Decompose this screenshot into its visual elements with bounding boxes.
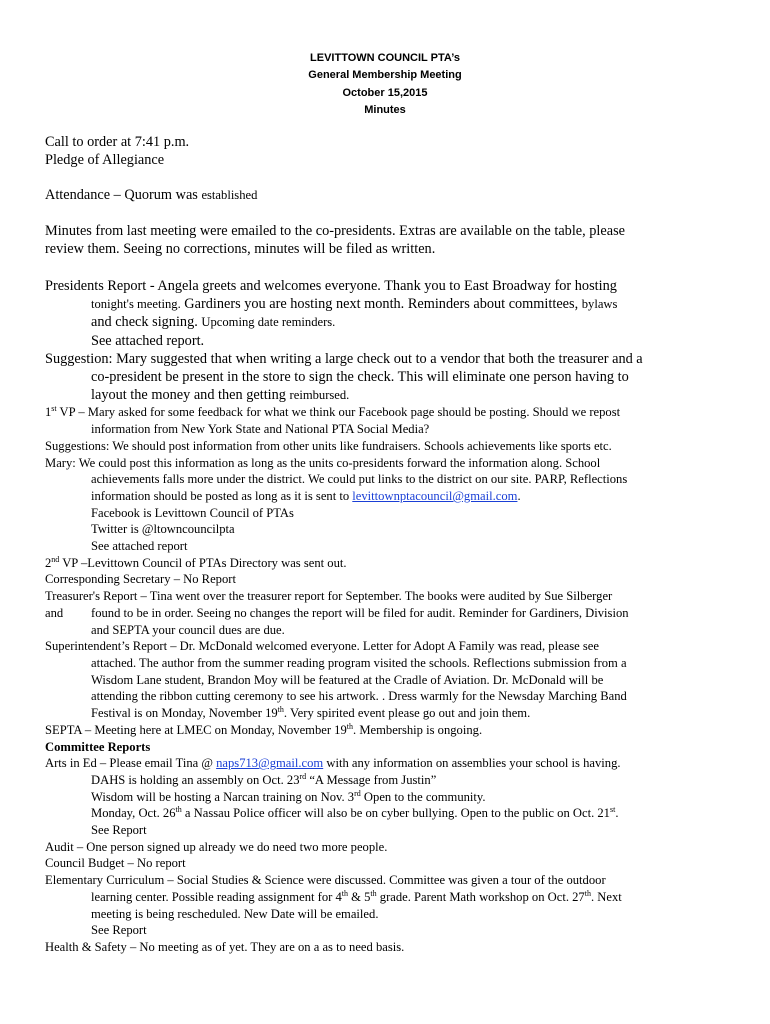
tina-email-link[interactable]: naps713@gmail.com: [216, 756, 324, 771]
suggestion-line-1: Suggestion: Mary suggested that when writing a large check out to a vendor that both the treasurer and a: [45, 350, 643, 367]
dahs-line: DAHS is holding an assembly on Oct. 23rd “A Message from Justin”: [91, 771, 437, 787]
suggestion-line-3: layout the money and then getting reimbursed.: [91, 387, 350, 404]
attendance: Attendance – Quorum was established: [45, 187, 258, 204]
superintendent-line-3: Wisdom Lane student, Brandon Moy will be featured at the Cradle of Aviation. Dr. McDonald will be: [91, 672, 604, 687]
first-vp-line-1: 1st VP – Mary asked for some feedback for what we think our Facebook page should be posting. Should we repost: [45, 404, 621, 420]
elementary-curriculum-line-3: meeting is being rescheduled. New Date will be emailed.: [91, 906, 379, 921]
mary-line-3: information should be posted as long as it is sent to levittownptacouncil@gmail.com.: [91, 488, 521, 503]
call-to-order: Call to order at 7:41 p.m.: [45, 134, 190, 150]
superintendent-line-4: attending the ribbon cutting ceremony to see his artwork. . Dress warmly for the Newsday Marching Band: [91, 689, 627, 704]
organization-title: LEVITTOWN COUNCIL PTA’s: [310, 52, 460, 64]
wisdom-line: Wisdom will be hosting a Narcan training on Nov. 3rd Open to the community.: [91, 788, 486, 804]
treasurer-line-1: Treasurer's Report – Tina went over the treasurer report for September. The books were audited by Sue Silberger: [45, 589, 613, 604]
mary-line-2: achievements falls more under the district. We could put links to the district on our site. PARP, Reflections: [91, 472, 628, 487]
presidents-report-line-1: Presidents Report - Angela greets and welcomes everyone. Thank you to East Broadway for hosting: [45, 278, 617, 295]
committee-reports-heading: Committee Reports: [45, 739, 151, 754]
presidents-report-line-3: and check signing. Upcoming date reminders.: [91, 314, 336, 331]
mary-facebook: Facebook is Levittown Council of PTAs: [91, 505, 294, 520]
presidents-report-line-4: See attached report.: [91, 332, 205, 349]
septa-line: SEPTA – Meeting here at LMEC on Monday, November 19th. Membership is ongoing.: [45, 721, 483, 737]
health-safety-line: Health & Safety – No meeting as of yet. They are on a as to need basis.: [45, 939, 405, 954]
arts-in-ed-line: Arts in Ed – Please email Tina @ naps713@gmail.com with any information on assemblies your school is having.: [45, 756, 621, 771]
pledge: Pledge of Allegiance: [45, 152, 165, 169]
document-header: [0, 50, 770, 119]
superintendent-line-1: Superintendent’s Report – Dr. McDonald welcomed everyone. Letter for Adopt A Family was read, please see: [45, 639, 599, 654]
meeting-date: October 15,2015: [342, 86, 428, 99]
elementary-curriculum-line-2: learning center. Possible reading assignment for 4th & 5th grade. Parent Math workshop on Oct. 27th. Next: [91, 888, 622, 904]
arts-see-report: See Report: [91, 823, 147, 838]
suggestion-line-2: co-president be present in the store to sign the check. This will eliminate one person having to: [91, 369, 629, 386]
treasurer-line-3: and SEPTA your council dues are due.: [91, 622, 285, 637]
council-budget-line: Council Budget – No report: [45, 856, 186, 871]
mary-see-report: See attached report: [91, 539, 188, 554]
minutes-line-2: review them. Seeing no corrections, minutes will be filed as written.: [45, 240, 436, 257]
audit-line: Audit – One person signed up already we do need two more people.: [45, 839, 388, 854]
minutes-body: [45, 133, 735, 956]
corresponding-secretary: Corresponding Secretary – No Report: [45, 572, 236, 587]
superintendent-line-5: Festival is on Monday, November 19th. Very spirited event please go out and join them.: [91, 704, 531, 721]
elementary-see-report: See Report: [91, 923, 147, 938]
mary-line-1: Mary: We could post this information as long as the units co-presidents forward the information along. School: [45, 455, 601, 470]
superintendent-line-2: attached. The author from the summer reading program visited the schools. Reflections submission from a: [91, 655, 627, 670]
minutes-line-1: Minutes from last meeting were emailed to the co-presidents. Extras are available on the table, please: [45, 222, 626, 239]
elementary-curriculum-line-1: Elementary Curriculum – Social Studies & Science were discussed. Committee was given a tour of the outdoor: [45, 873, 606, 888]
treasurer-line-2: and found to be in order. Seeing no changes the report will be filed for audit. Reminder for Gardiners, Division: [45, 605, 629, 620]
mary-twitter: Twitter is @ltowncouncilpta: [91, 522, 235, 537]
first-vp-line-2: information from New York State and National PTA Social Media?: [91, 422, 430, 437]
presidents-report-line-2: tonight's meeting. Gardiners you are hosting next month. Reminders about committees, bylaws: [91, 296, 618, 313]
document-type: Minutes: [364, 103, 406, 116]
meeting-title: General Membership Meeting: [308, 69, 462, 82]
suggestions-line: Suggestions: We should post information from other units like fundraisers. Schools achievements like sports etc.: [45, 438, 612, 453]
monday-line: Monday, Oct. 26th a Nassau Police officer will also be on cyber bullying. Open to the public on Oct. 21st.: [91, 805, 619, 821]
second-vp-line: 2nd VP –Levittown Council of PTAs Directory was sent out.: [45, 554, 347, 570]
council-email-link[interactable]: levittownptacouncil@gmail.com: [352, 488, 518, 503]
